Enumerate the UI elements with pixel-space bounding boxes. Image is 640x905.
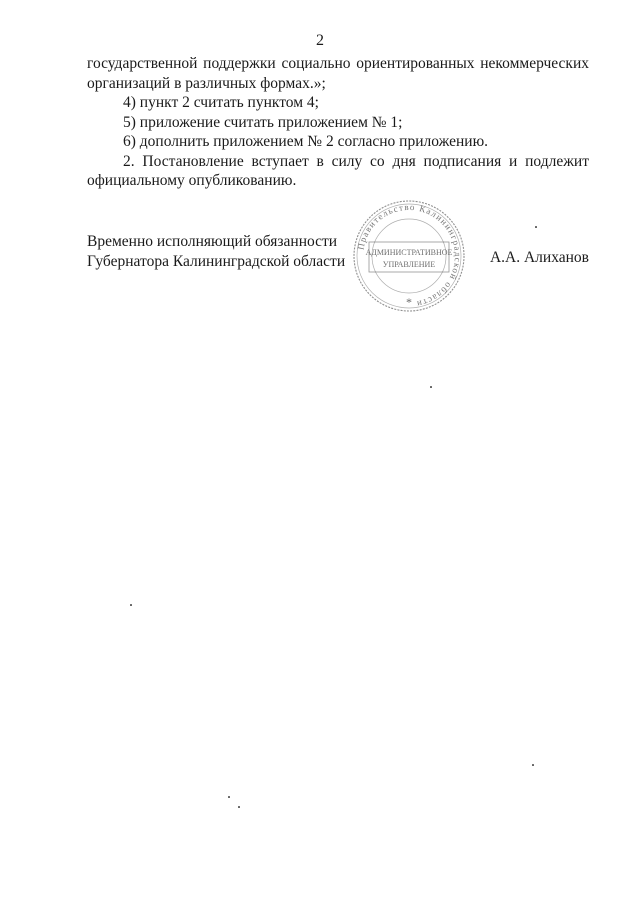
stamp-center-line2: УПРАВЛЕНИЕ xyxy=(382,260,436,269)
scan-speck xyxy=(228,796,230,798)
signatory-name: А.А. Алиханов xyxy=(489,249,589,266)
scan-speck xyxy=(238,806,240,808)
document-body xyxy=(87,54,589,191)
paragraph-continuation: государственной поддержки социально ориентированных некоммерческих организаций в различных формах.»; xyxy=(87,55,589,92)
scan-speck xyxy=(130,604,132,606)
signatory-position xyxy=(87,232,345,271)
scan-speck xyxy=(532,764,534,766)
scan-speck xyxy=(535,226,537,228)
signatory-position-line1: Временно исполняющий обязанности xyxy=(87,233,338,250)
stamp-ring-text: Правительство Калининградской области xyxy=(355,201,464,310)
stamp-center-line1: АДМИНИСТРАТИВНОЕ xyxy=(365,248,453,257)
paragraph-item-4: 4) пункт 2 считать пунктом 4; xyxy=(123,94,319,111)
paragraph-effective-date: 2. Постановление вступает в силу со дня подписания и подлежит официальному опубликованию. xyxy=(87,152,589,189)
official-seal-stamp xyxy=(343,198,475,314)
paragraph-item-5: 5) приложение считать приложением № 1; xyxy=(123,113,403,131)
page-number: 2 xyxy=(316,32,324,49)
scan-speck xyxy=(430,386,432,388)
paragraph-item-6: 6) дополнить приложением № 2 согласно приложению. xyxy=(123,133,489,150)
stamp-star: * xyxy=(406,295,412,309)
signatory-position-line2: Губернатора Калининградской области xyxy=(87,252,346,270)
